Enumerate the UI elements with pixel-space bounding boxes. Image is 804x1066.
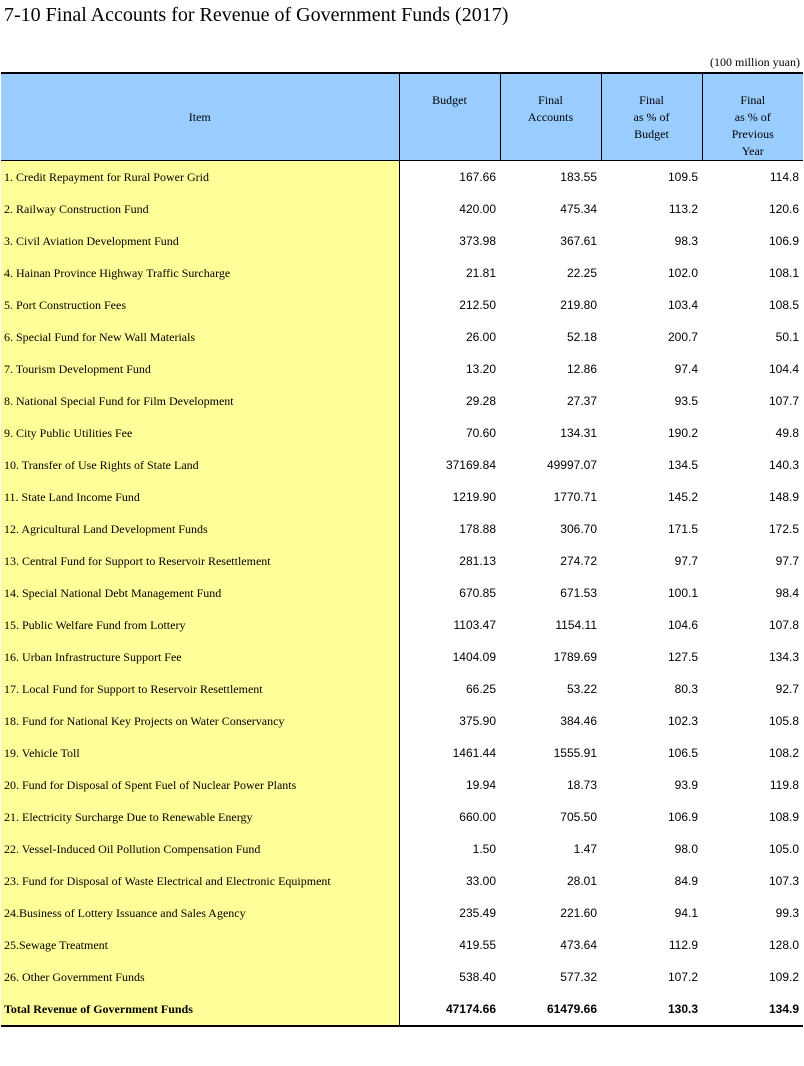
cell-final-accounts: 306.70: [560, 522, 597, 536]
cell-budget: 1103.47: [453, 618, 496, 632]
header-budget: [399, 73, 500, 161]
cell-item: 3. Civil Aviation Development Fund: [1, 225, 399, 257]
cell-item: 10. Transfer of Use Rights of State Land: [1, 449, 399, 481]
header-pct-prev-line: Final: [740, 93, 766, 107]
cell-budget: 420.00: [459, 202, 496, 216]
cell-pct-budget: 112.9: [668, 938, 698, 952]
cell-budget: 538.40: [459, 970, 496, 984]
table-row: [1, 513, 803, 545]
cell-pct-prev-year: 107.3: [768, 874, 799, 888]
table-row: [1, 417, 803, 449]
cell-budget: 1219.90: [452, 490, 496, 504]
cell-budget: 167.66: [459, 170, 496, 184]
cell-final-accounts: 1770.71: [553, 490, 597, 504]
header-item-label: Item: [188, 109, 211, 124]
table-row: [1, 897, 803, 929]
cell-item: 22. Vessel-Induced Oil Pollution Compensation Fund: [1, 833, 399, 865]
cell-final-accounts: 18.73: [566, 778, 597, 792]
header-final-accounts-line: Accounts: [527, 110, 574, 124]
cell-pct-budget: 130.3: [601, 993, 702, 1026]
cell-final-accounts: 28.01: [566, 874, 597, 888]
total-row: [1, 993, 803, 1026]
table-row: [1, 481, 803, 513]
cell-budget: 70.60: [465, 426, 496, 440]
cell-pct-prev-year: 49.8: [775, 426, 799, 440]
cell-pct-prev-year: 148.9: [768, 490, 799, 504]
table-row: [1, 577, 803, 609]
cell-pct-prev-year: 92.7: [775, 682, 799, 696]
cell-pct-prev-year: 104.4: [768, 362, 799, 376]
cell-pct-prev-year: 99.3: [775, 906, 799, 920]
header-pct-budget: [601, 73, 702, 161]
cell-item: 19. Vehicle Toll: [1, 737, 399, 769]
cell-pct-prev-year: 106.9: [768, 234, 799, 248]
cell-pct-prev-year: 105.8: [768, 714, 799, 728]
cell-final-accounts: 61479.66: [500, 993, 601, 1026]
cell-item: 8. National Special Fund for Film Development: [1, 385, 399, 417]
cell-budget: 375.90: [459, 714, 496, 728]
cell-budget: 670.85: [459, 586, 496, 600]
cell-pct-budget: 98.3: [674, 234, 698, 248]
cell-budget: 26.00: [465, 330, 496, 344]
cell-budget: 1.50: [472, 842, 496, 856]
cell-item: 16. Urban Infrastructure Support Fee: [1, 641, 399, 673]
cell-item: 20. Fund for Disposal of Spent Fuel of Nuclear Power Plants: [1, 769, 399, 801]
cell-final-accounts: 705.50: [560, 810, 597, 824]
cell-pct-budget: 98.0: [674, 842, 698, 856]
cell-final-accounts: 12.86: [566, 362, 597, 376]
table-row: [1, 865, 803, 897]
cell-item: 13. Central Fund for Support to Reservoir Resettlement: [1, 545, 399, 577]
cell-pct-budget: 84.9: [674, 874, 698, 888]
cell-budget: 419.55: [459, 938, 496, 952]
cell-pct-prev-year: 108.5: [768, 298, 799, 312]
header-row: [1, 73, 803, 161]
cell-pct-budget: 103.4: [667, 298, 698, 312]
cell-pct-budget: 100.1: [667, 586, 698, 600]
cell-item: 15. Public Welfare Fund from Lottery: [1, 609, 399, 641]
cell-budget: 660.00: [459, 810, 496, 824]
table-row: [1, 769, 803, 801]
cell-pct-budget: 80.3: [674, 682, 698, 696]
cell-item: 24.Business of Lottery Issuance and Sales Agency: [1, 897, 399, 929]
cell-final-accounts: 52.18: [566, 330, 597, 344]
cell-budget: 235.49: [459, 906, 496, 920]
cell-item: 14. Special National Debt Management Fund: [1, 577, 399, 609]
cell-item: 7. Tourism Development Fund: [1, 353, 399, 385]
cell-pct-prev-year: 107.7: [768, 394, 799, 408]
cell-item: 12. Agricultural Land Development Funds: [1, 513, 399, 545]
cell-pct-budget: 171.5: [667, 522, 698, 536]
cell-final-accounts: 1.47: [573, 842, 597, 856]
cell-pct-budget: 97.4: [674, 362, 698, 376]
cell-budget: 1461.44: [452, 746, 496, 760]
cell-item: 11. State Land Income Fund: [1, 481, 399, 513]
cell-final-accounts: 671.53: [560, 586, 597, 600]
table-row: [1, 801, 803, 833]
cell-pct-budget: 134.5: [667, 458, 698, 472]
cell-pct-budget: 93.5: [674, 394, 698, 408]
cell-final-accounts: 367.61: [560, 234, 597, 248]
cell-final-accounts: 475.34: [560, 202, 597, 216]
table-row: [1, 929, 803, 961]
cell-pct-prev-year: 119.8: [769, 778, 799, 792]
cell-budget: 33.00: [465, 874, 496, 888]
table-row: [1, 705, 803, 737]
unit-note: (100 million yuan): [710, 55, 800, 69]
cell-final-accounts: 274.72: [560, 554, 597, 568]
cell-budget: 37169.84: [445, 458, 496, 472]
cell-pct-budget: 127.5: [667, 650, 698, 664]
cell-final-accounts: 27.37: [566, 394, 597, 408]
cell-pct-prev-year: 50.1: [775, 330, 799, 344]
table-row: [1, 321, 803, 353]
header-pct-prev-year: [702, 73, 803, 161]
cell-budget: 29.28: [465, 394, 496, 408]
cell-pct-prev-year: 134.3: [768, 650, 799, 664]
cell-pct-budget: 145.2: [667, 490, 698, 504]
cell-pct-budget: 200.7: [667, 330, 698, 344]
cell-item: 17. Local Fund for Support to Reservoir Resettlement: [1, 673, 399, 705]
header-pct-budget-line: Budget: [634, 127, 669, 141]
cell-pct-prev-year: 108.9: [768, 810, 799, 824]
table-row: [1, 737, 803, 769]
cell-pct-prev-year: 97.7: [775, 554, 799, 568]
cell-pct-prev-year: 109.2: [768, 970, 799, 984]
cell-final-accounts: 577.32: [560, 970, 597, 984]
cell-final-accounts: 1789.69: [553, 650, 597, 664]
cell-final-accounts: 53.22: [566, 682, 597, 696]
cell-pct-budget: 104.6: [667, 618, 698, 632]
cell-item: 1. Credit Repayment for Rural Power Grid: [1, 161, 399, 194]
table-row: [1, 257, 803, 289]
cell-item: 2. Railway Construction Fund: [1, 193, 399, 225]
cell-pct-prev-year: 114.8: [769, 170, 799, 184]
cell-pct-budget: 93.9: [674, 778, 698, 792]
cell-final-accounts: 1555.91: [553, 746, 597, 760]
table-row: [1, 353, 803, 385]
header-pct-budget-line: Final: [639, 93, 664, 107]
cell-pct-prev-year: 98.4: [775, 586, 799, 600]
cell-pct-budget: 102.3: [667, 714, 698, 728]
cell-item: 4. Hainan Province Highway Traffic Surcharge: [1, 257, 399, 289]
cell-final-accounts: 219.80: [560, 298, 597, 312]
cell-pct-budget: 106.9: [667, 810, 698, 824]
cell-item: 25.Sewage Treatment: [1, 929, 399, 961]
table-row: [1, 289, 803, 321]
table-row: [1, 161, 803, 194]
header-pct-prev-line: Year: [741, 144, 764, 158]
header-item: [1, 73, 399, 161]
table-row: [1, 833, 803, 865]
cell-final-accounts: 473.64: [560, 938, 597, 952]
cell-pct-prev-year: 107.8: [768, 618, 799, 632]
cell-pct-budget: 109.5: [667, 170, 698, 184]
cell-item: 9. City Public Utilities Fee: [1, 417, 399, 449]
table-row: [1, 673, 803, 705]
cell-pct-budget: 113.2: [668, 202, 698, 216]
cell-budget: 13.20: [465, 362, 496, 376]
header-pct-prev-line: Previous: [731, 127, 774, 141]
cell-budget: 47174.66: [399, 993, 500, 1026]
cell-pct-prev-year: 108.1: [768, 266, 799, 280]
cell-item: 5. Port Construction Fees: [1, 289, 399, 321]
page-title: 7-10 Final Accounts for Revenue of Government Funds (2017): [4, 4, 509, 26]
table-row: [1, 545, 803, 577]
cell-item: 23. Fund for Disposal of Waste Electrical and Electronic Equipment: [1, 865, 399, 897]
cell-final-accounts: 49997.07: [546, 458, 597, 472]
cell-pct-budget: 94.1: [674, 906, 698, 920]
cell-pct-budget: 190.2: [667, 426, 698, 440]
cell-pct-budget: 106.5: [667, 746, 698, 760]
cell-item: 18. Fund for National Key Projects on Water Conservancy: [1, 705, 399, 737]
cell-budget: 1404.09: [452, 650, 496, 664]
table-row: [1, 641, 803, 673]
header-pct-prev-line: as % of: [734, 110, 771, 124]
cell-item: 21. Electricity Surcharge Due to Renewable Energy: [1, 801, 399, 833]
cell-pct-budget: 102.0: [667, 266, 698, 280]
table-row: [1, 225, 803, 257]
table-row: [1, 609, 803, 641]
cell-budget: 281.13: [459, 554, 496, 568]
header-final-accounts: [500, 73, 601, 161]
table-row: [1, 385, 803, 417]
table-row: [1, 449, 803, 481]
cell-pct-budget: 97.7: [674, 554, 698, 568]
cell-budget: 21.81: [465, 266, 496, 280]
revenue-table: [1, 72, 803, 1027]
cell-pct-prev-year: 128.0: [768, 938, 799, 952]
cell-budget: 66.25: [465, 682, 496, 696]
table-row: [1, 193, 803, 225]
cell-final-accounts: 183.55: [560, 170, 597, 184]
table-row: [1, 961, 803, 993]
cell-final-accounts: 134.31: [560, 426, 597, 440]
cell-item: Total Revenue of Government Funds: [1, 993, 399, 1026]
cell-item: 26. Other Government Funds: [1, 961, 399, 993]
cell-budget: 19.94: [465, 778, 496, 792]
cell-final-accounts: 384.46: [560, 714, 597, 728]
header-pct-budget-line: as % of: [633, 110, 670, 124]
header-budget-label: Budget: [432, 93, 467, 107]
cell-item: 6. Special Fund for New Wall Materials: [1, 321, 399, 353]
cell-budget: 178.88: [459, 522, 496, 536]
cell-pct-prev-year: 108.2: [768, 746, 799, 760]
cell-final-accounts: 1154.11: [555, 618, 597, 632]
cell-pct-prev-year: 140.3: [768, 458, 799, 472]
cell-final-accounts: 221.60: [560, 906, 597, 920]
cell-final-accounts: 22.25: [566, 266, 597, 280]
cell-budget: 212.50: [459, 298, 496, 312]
cell-budget: 373.98: [459, 234, 496, 248]
cell-pct-budget: 107.2: [667, 970, 698, 984]
cell-pct-prev-year: 172.5: [768, 522, 799, 536]
header-final-accounts-line: Final: [538, 93, 563, 107]
cell-pct-prev-year: 134.9: [702, 993, 803, 1026]
cell-pct-prev-year: 120.6: [768, 202, 799, 216]
cell-pct-prev-year: 105.0: [768, 842, 799, 856]
